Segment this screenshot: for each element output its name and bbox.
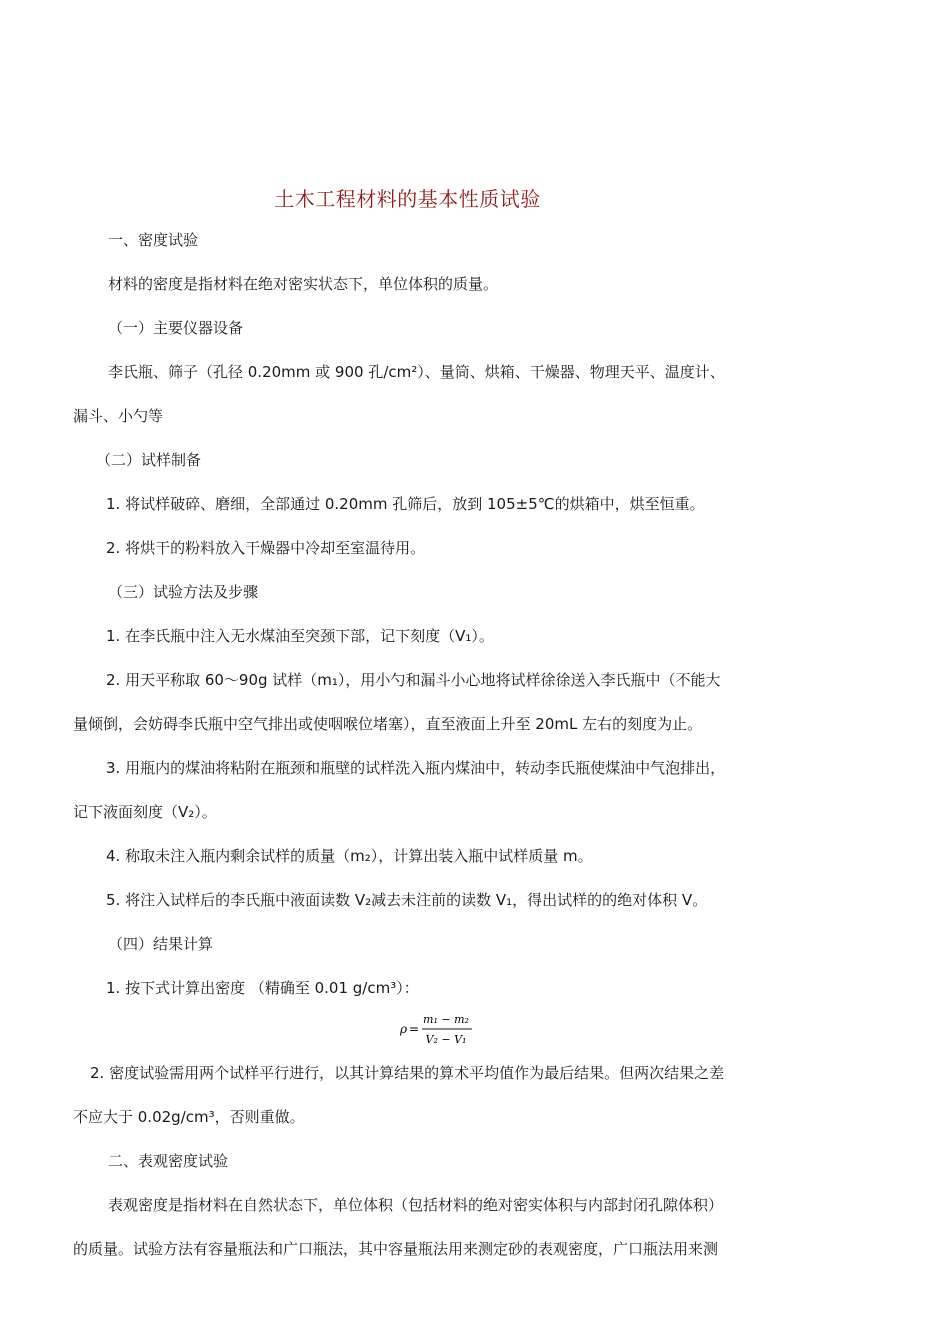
list-item: 1. 在李氏瓶中注入无水煤油至突颈下部，记下刻度（V₁）。 [106,627,494,645]
list-item: 2. 将烘干的粉料放入干燥器中冷却至室温待用。 [106,539,426,557]
list-item: 1. 将试样破碎、磨细，全部通过 0.20mm 孔筛后，放到 105±5℃的烘箱中，烘至恒重。 [106,495,705,513]
paragraph-line: 李氏瓶、筛子（孔径 0.20mm 或 900 孔/cm²）、量筒、烘箱、干燥器、物理天平、温度计、 [108,363,725,381]
subsection-heading: （四）结果计算 [108,935,214,953]
paragraph-line: 漏斗、小勺等 [73,407,164,425]
list-item: 4. 称取未注入瓶内剩余试样的质量（m₂），计算出装入瓶中试样质量 m。 [106,847,593,865]
subsection-heading: （二）试样制备 [96,451,202,469]
list-item: 5. 将注入试样后的李氏瓶中液面读数 V₂减去未注前的读数 V₁，得出试样的的绝对体积 V。 [106,891,708,909]
list-item: 2. 用天平称取 60～90g 试样（m₁），用小勺和漏斗小心地将试样徐徐送入李氏瓶中（不能大 [106,671,721,689]
list-item: 1. 按下式计算出密度 （精确至 0.01 g/cm³）： [106,979,419,997]
formula-numerator: m₁ − m₂ [423,1013,469,1026]
paragraph-line: 的质量。试验方法有容量瓶法和广口瓶法，其中容量瓶法用来测定砂的表观密度，广口瓶法用来测 [73,1240,719,1258]
document-title: 土木工程材料的基本性质试验 [274,187,541,211]
subsection-heading: （一）主要仪器设备 [108,319,244,337]
list-item: 2. 密度试验需用两个试样平行进行，以其计算结果的算术平均值作为最后结果。但两次结果之差 [90,1064,725,1082]
formula-lhs: ρ [400,1022,408,1036]
paragraph-line: 量倾倒，会妨碍李氏瓶中空气排出或使咽喉位堵塞），直至液面上升至 20mL 左右的刻度为止。 [73,715,703,733]
subsection-heading: （三）试验方法及步骤 [108,583,259,601]
list-item: 3. 用瓶内的煤油将粘附在瓶颈和瓶壁的试样洗入瓶内煤油中，转动李氏瓶使煤油中气泡排出， [106,759,726,777]
formula-denominator: V₂ − V₁ [425,1033,467,1046]
paragraph-line: 记下液面刻度（V₂）。 [73,803,217,821]
density-formula [400,1010,476,1048]
paragraph-line: 表观密度是指材料在自然状态下，单位体积（包括材料的绝对密实体积与内部封闭孔隙体积） [108,1196,724,1214]
paragraph-line: 不应大于 0.02g/cm³，否则重做。 [73,1108,305,1126]
paragraph-line: 材料的密度是指材料在绝对密实状态下，单位体积的质量。 [108,275,499,293]
section-heading-apparent-density: 二、表观密度试验 [108,1152,229,1170]
formula-equals: = [409,1022,420,1036]
section-heading-density: 一、密度试验 [108,231,199,249]
